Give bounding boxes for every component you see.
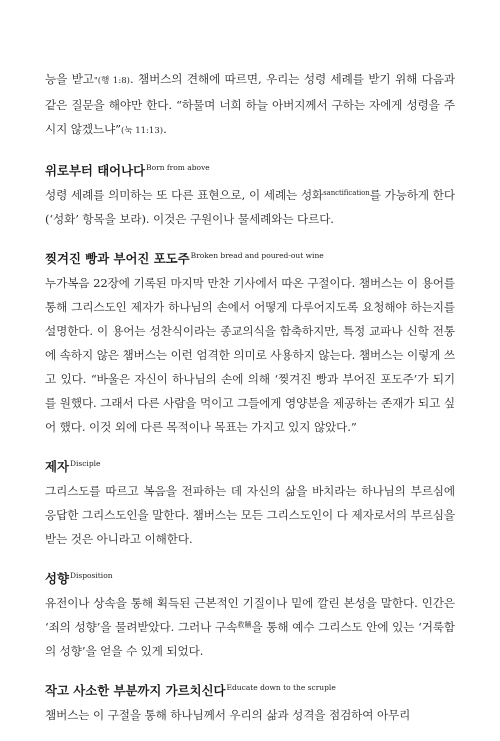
section-heading [45,677,455,702]
section-heading [45,157,455,182]
heading-korean: 제자 [45,459,69,474]
section-heading [45,245,455,270]
intro-ref-1: "(행 1:8) [93,76,130,86]
body-text-2: 를 가능하게 한다(‘성화’ 항목을 보라). 이것은 구원이나 물세례와는 다르다. [45,188,455,226]
body-text-1: 유전이나 상속을 통해 획득된 근본적인 기질이나 밑에 깔린 본성을 말한다. 인간은 ‘죄의 성향’을 물려받았다. 그러나 구속 [45,596,455,634]
body-text-1: 성령 세례를 의미하는 또 다른 표현으로, 이 세례는 성화 [45,188,324,202]
heading-english: Disciple [69,459,101,468]
section-heading [45,565,455,590]
section-disposition [45,565,455,663]
heading-korean: 성향 [45,571,69,586]
intro-paragraph [45,67,455,143]
intro-text-1: 능을 받고 [45,72,94,86]
section-born-from-above [45,157,455,231]
heading-english: Born from above [146,163,210,172]
heading-korean: 작고 사소한 부분까지 가르치신다 [45,683,226,698]
section-heading [45,453,455,478]
heading-english: Educate down to the scruple [226,683,336,692]
section-body: 누가복음 22장에 기록된 마지막 만찬 기사에서 따온 구절이다. 챔버스는 이 용어를 통해 그리스도인 제자가 하나님의 손에서 어떻게 다루어지도록 요청해야 하는지를 설명한다. 이 용어는 성찬식이라는 종교의식을 함축하지만, 특정 교파나 신학 전통에 속하지 않은 챔버스는 이런 엄격한 의미로 사용하지 않는다. 챔버스는 이렇게 쓰고 있다. “바울은 자신이 하나님의 손에 의해 ‘찢겨진 빵과 부어진 포도주’가 되기를 원했다. 그래서 다른 사람을 먹이고 그들에게 영양분을 제공하는 존재가 되고 싶어 했다. 이것 외에 다른 목적이나 목표는 가지고 있지 않았다.” [45,276,455,434]
intro-ref-2: (눅 11:13) [121,126,164,136]
section-educate-down [45,677,455,727]
body-superscript: sanctification [323,189,370,197]
section-body: 그리스도를 따르고 복음을 전파하는 데 자신의 삶을 바치라는 하나님의 부르심에 응답한 그리스도인을 말한다. 챔버스는 모든 그리스도인이 다 제자로서의 부르심을 받는 것은 아니라고 이해한다. [45,484,455,546]
body-superscript: 救贖 [237,621,252,629]
section-body: 챔버스는 이 구절을 통해 하나님께서 우리의 삶과 성격을 점검하여 아무리 [45,708,411,722]
heading-korean: 위로부터 태어나다 [45,163,146,178]
intro-text-3: . [163,122,167,136]
document-page [45,67,455,727]
heading-korean: 찢겨진 빵과 부어진 포도주 [45,251,190,266]
body-text-2: 을 통해 예수 그리스도 안에 있는 ‘거룩함의 성향’을 얻을 수 있게 되었다. [45,620,456,658]
intro-text-2: . 챔버스의 견해에 따르면, 우리는 성령 세례를 받기 위해 다음과 같은 질문을 해야만 한다. “하물며 너희 하늘 아버지께서 구하는 자에게 성령을 주시지 않겠느냐” [45,72,455,136]
section-body [45,183,455,231]
heading-english: Broken bread and poured-out wine [190,251,324,260]
section-body [45,591,455,663]
heading-english: Disposition [69,571,113,580]
section-disciple [45,453,455,551]
section-broken-bread [45,245,455,439]
